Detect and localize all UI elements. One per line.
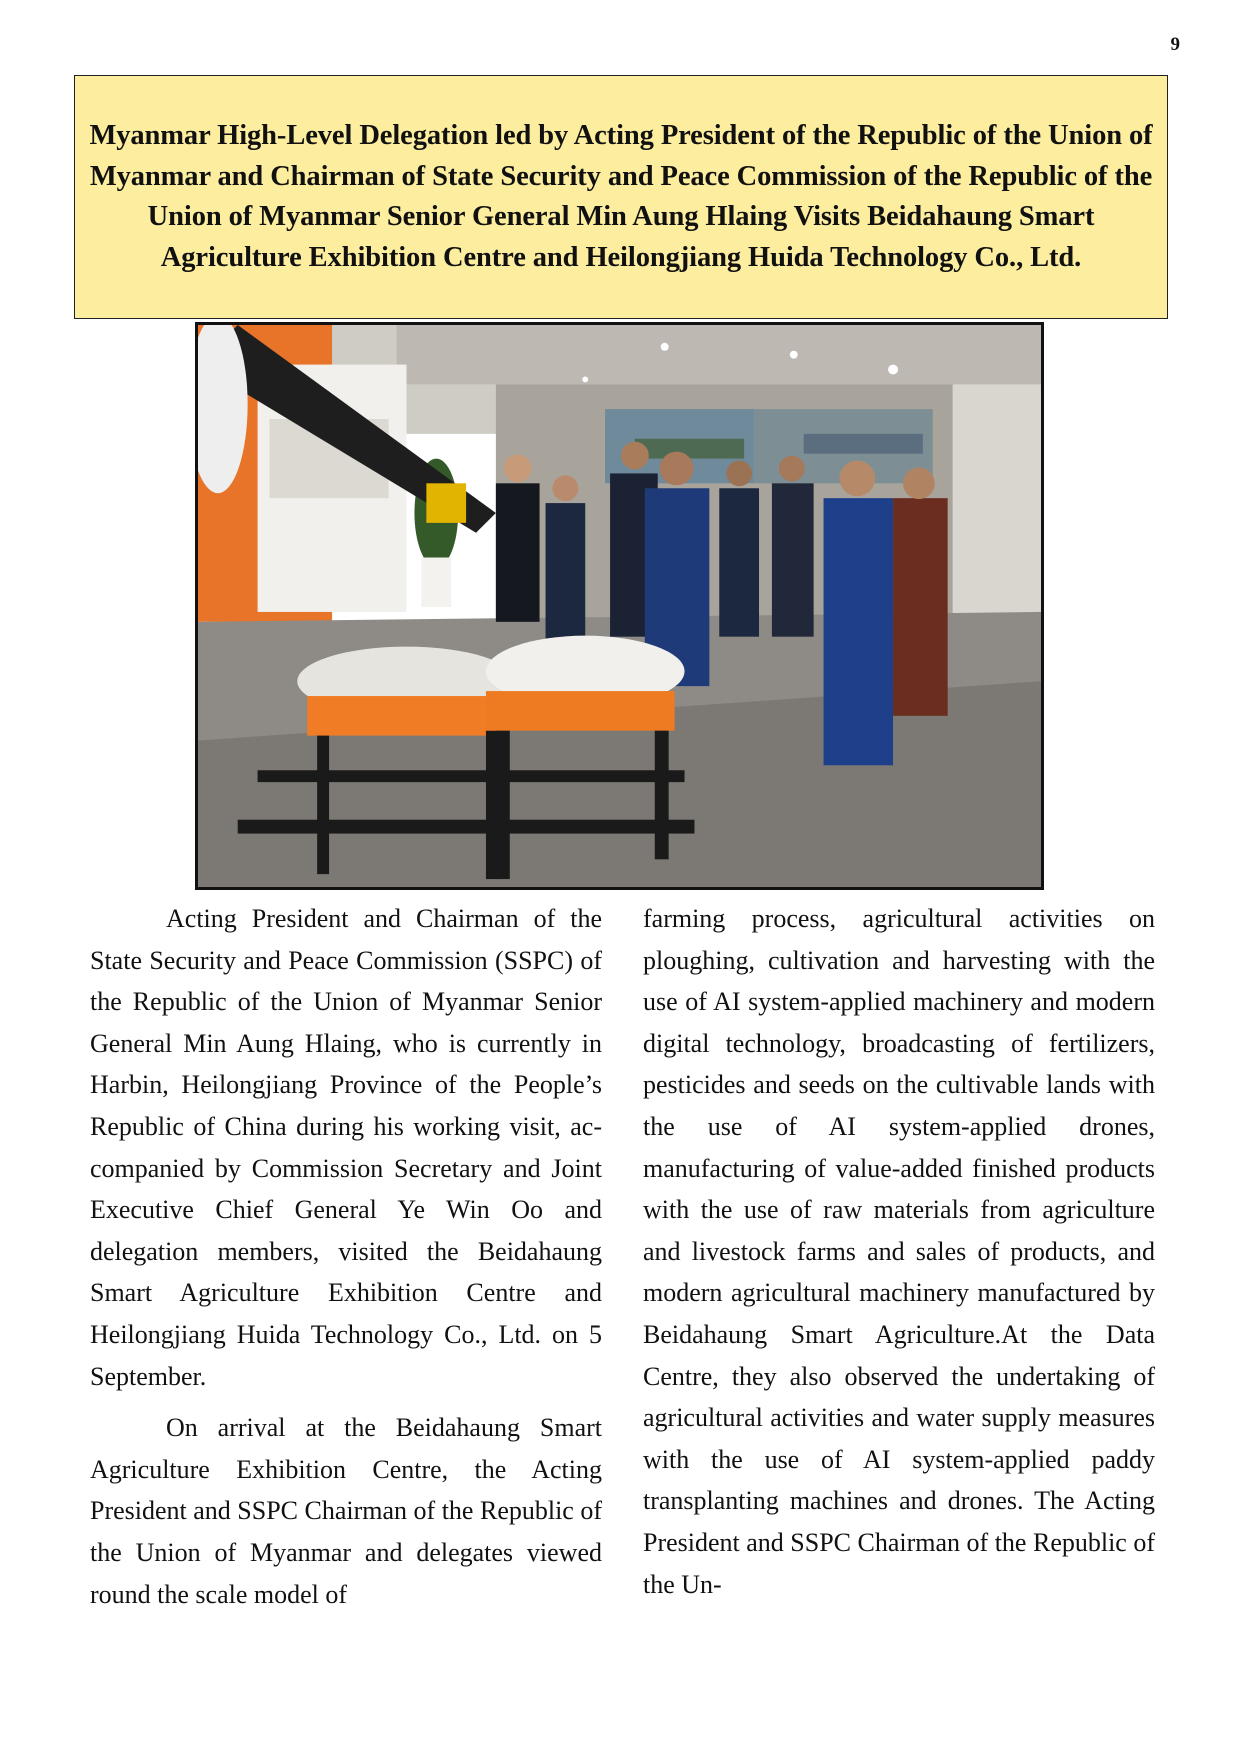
- headline: Myanmar High-Level Delegation led by Acting President of the Republic of the Union of Myanmar and Chairman of State Security and Peace Commission of the Republic of the Union of Myanmar Senior General Min Aung Hlaing Visits Beidahaung Smart Agriculture Exhibition Centre and Heilongjiang Huida Technology Co., Ltd.: [89, 120, 1153, 273]
- article-right-column: [643, 898, 1155, 1605]
- ceiling-light: [888, 365, 898, 375]
- article-left-column: [90, 898, 602, 1615]
- article-paragraph: farming process, agricultural activities on ploughing, cultivation and harvesting with the use of AI system-applied machinery and modern digital technology, broadcasting of fertilizers, pesticides and seeds on the cultivable lands with the use of AI system-applied drones, manufacturing of value-added finished products with the use of raw materials from agriculture and livestock farms and sales of products, and modern agricultural machinery manufactured by Beidahaung Smart Agriculture.At the Data Centre, they also observed the undertaking of agricultural activities and water supply measures with the use of AI system-applied paddy transplanting machines and drones. The Acting President and SSPC Chairman of the Republic of the Un-: [643, 904, 1156, 1599]
- page-number: 9: [1170, 34, 1180, 55]
- article-paragraph: Acting President and Chairman of the State Security and Peace Commission (SSPC) of the Republic of the Union of Myanmar Senior General Min Aung Hlaing, who is currently in Harbin, Heilongjiang Province of the People’s Republic of China during his working visit, accompanied by Commission Secretary and Joint Executive Chief General Ye Win Oo and delegation members, visited the Beidahaung Smart Agriculture Exhibition Centre and Heilongjiang Huida Technology Co., Ltd. on 5 September.: [90, 904, 602, 1391]
- ceiling-light: [582, 376, 588, 382]
- ceiling-light: [790, 351, 798, 359]
- event-photo: [195, 322, 1044, 890]
- headline-box: [74, 75, 1168, 319]
- ceiling-light: [661, 343, 669, 351]
- article-paragraph: On arrival at the Beidahaung Smart Agriculture Exhibition Centre, the Acting President and SSPC Chairman of the Republic of the Union of Myanmar and delegates viewed round the scale model of: [90, 1413, 603, 1609]
